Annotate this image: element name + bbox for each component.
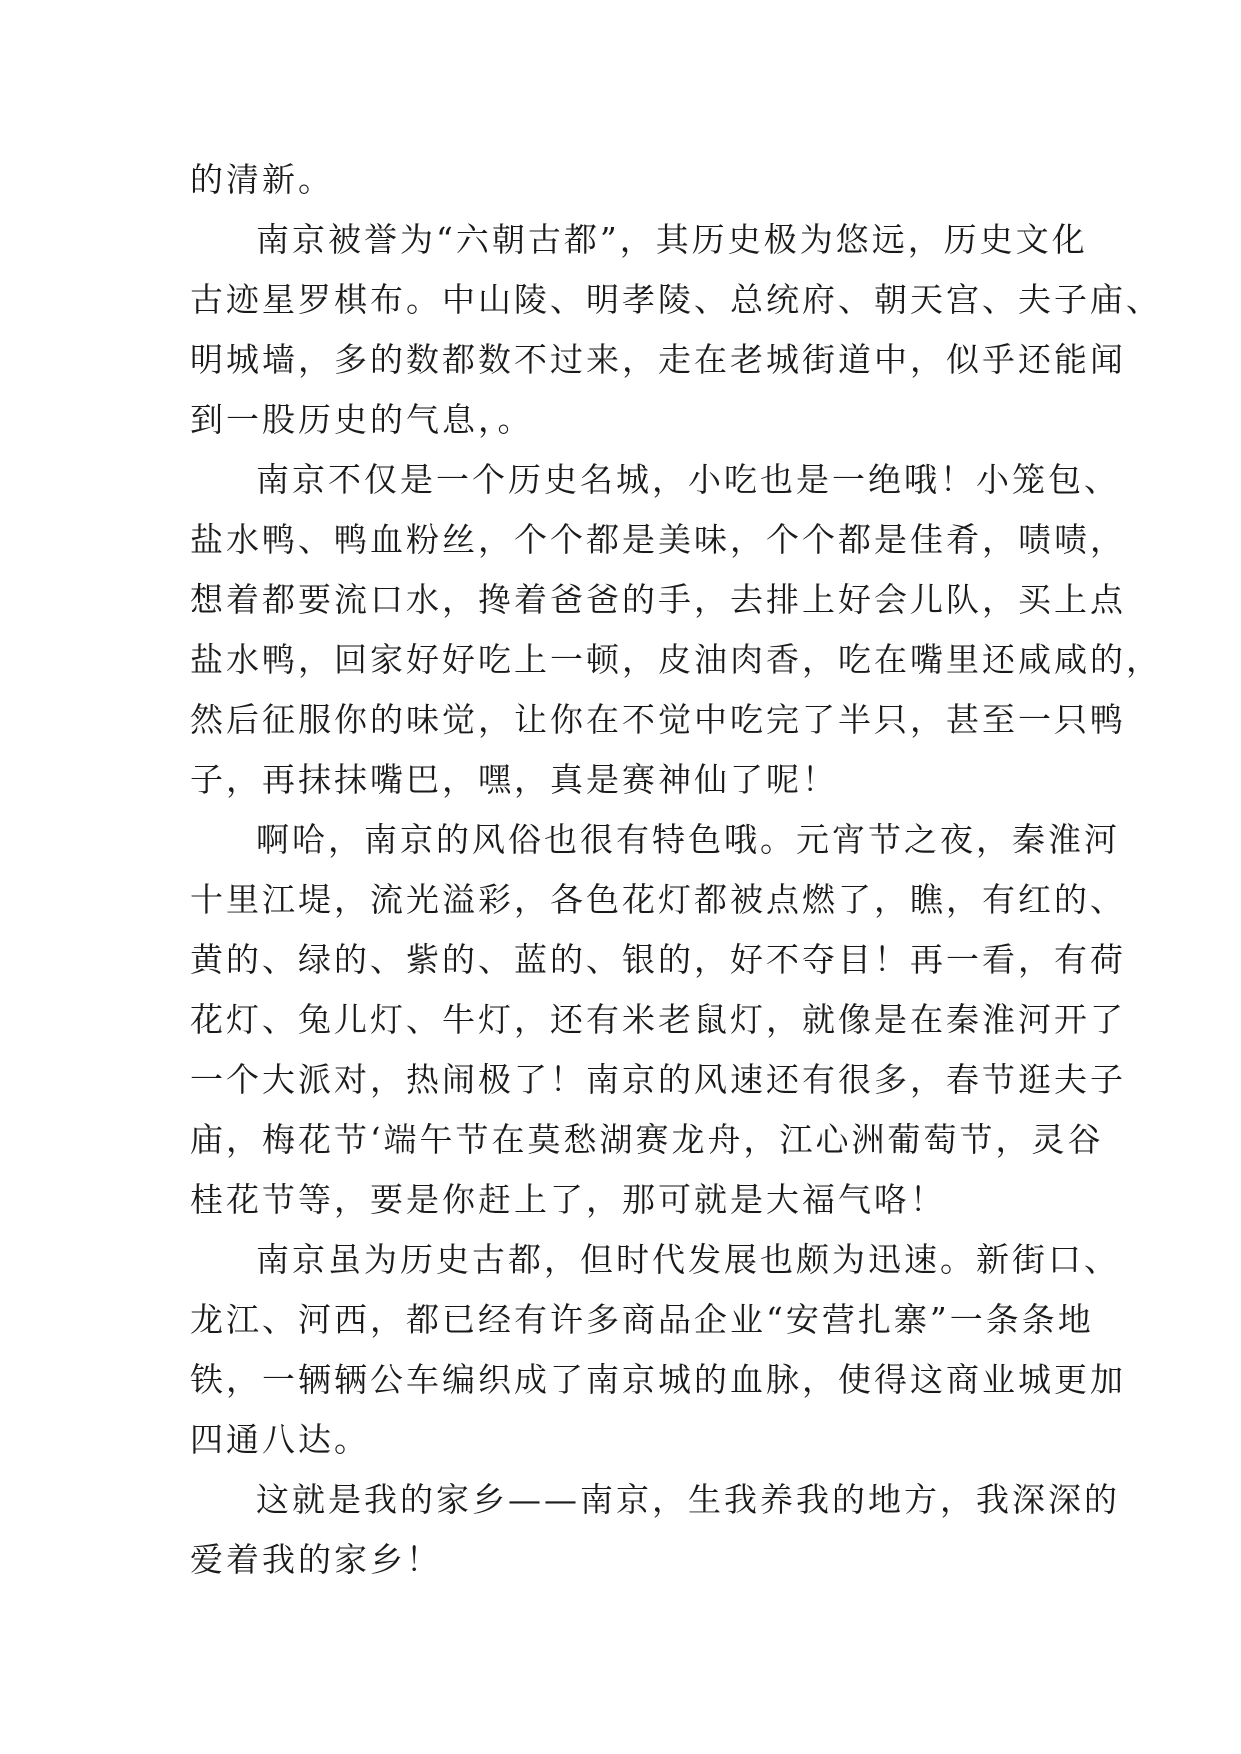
text-line: 爱着我的家乡！ (190, 1540, 442, 1579)
text-line: 一个大派对，热闹极了！南京的风速还有很多，春节逛夫子 (190, 1060, 1126, 1099)
text-line: 然后征服你的味觉，让你在不觉中吃完了半只，甚至一只鸭 (190, 700, 1126, 739)
text-line: 的清新。 (190, 160, 334, 199)
text-line: 庙，梅花节‘端午节在莫愁湖赛龙舟，江心洲葡萄节，灵谷 (190, 1120, 1104, 1159)
text-line: 盐水鸭，回家好好吃上一顿，皮油肉香，吃在嘴里还咸咸的， (190, 640, 1162, 679)
text-line: 啊哈，南京的风俗也很有特色哦。元宵节之夜，秦淮河 (256, 820, 1120, 859)
text-line: 这就是我的家乡——南京，生我养我的地方，我深深的 (256, 1480, 1120, 1519)
text-line: 南京虽为历史古都，但时代发展也颇为迅速。新街口、 (256, 1240, 1120, 1279)
text-line: 南京不仅是一个历史名城，小吃也是一绝哦！小笼包、 (256, 460, 1120, 499)
text-line: 铁，一辆辆公车编织成了南京城的血脉，使得这商业城更加 (190, 1360, 1126, 1399)
text-line: 古迹星罗棋布。中山陵、明孝陵、总统府、朝天宫、夫子庙、 (190, 280, 1162, 319)
text-line: 子，再抹抹嘴巴，嘿，真是赛神仙了呢！ (190, 760, 838, 799)
text-line: 想着都要流口水，搀着爸爸的手，去排上好会儿队，买上点 (190, 580, 1126, 619)
text-line: 明城墙，多的数都数不过来，走在老城街道中，似乎还能闻 (190, 340, 1126, 379)
text-line: 四通八达。 (190, 1420, 370, 1459)
text-line: 到一股历史的气息，。 (190, 400, 534, 439)
text-line: 南京被誉为“六朝古都”，其历史极为悠远，历史文化 (256, 220, 1088, 259)
text-line: 龙江、河西，都已经有许多商品企业“安营扎寨”一条条地 (190, 1300, 1094, 1339)
text-line: 十里江堤，流光溢彩，各色花灯都被点燃了，瞧，有红的、 (190, 880, 1126, 919)
text-line: 桂花节等，要是你赶上了，那可就是大福气咯！ (190, 1180, 946, 1219)
text-line: 花灯、兔儿灯、牛灯，还有米老鼠灯，就像是在秦淮河开了 (190, 1000, 1126, 1039)
text-line: 盐水鸭、鸭血粉丝，个个都是美味，个个都是佳肴，啧啧， (190, 520, 1126, 559)
text-line: 黄的、绿的、紫的、蓝的、银的，好不夺目！再一看，有荷 (190, 940, 1126, 979)
essay-body (190, 150, 1162, 1590)
